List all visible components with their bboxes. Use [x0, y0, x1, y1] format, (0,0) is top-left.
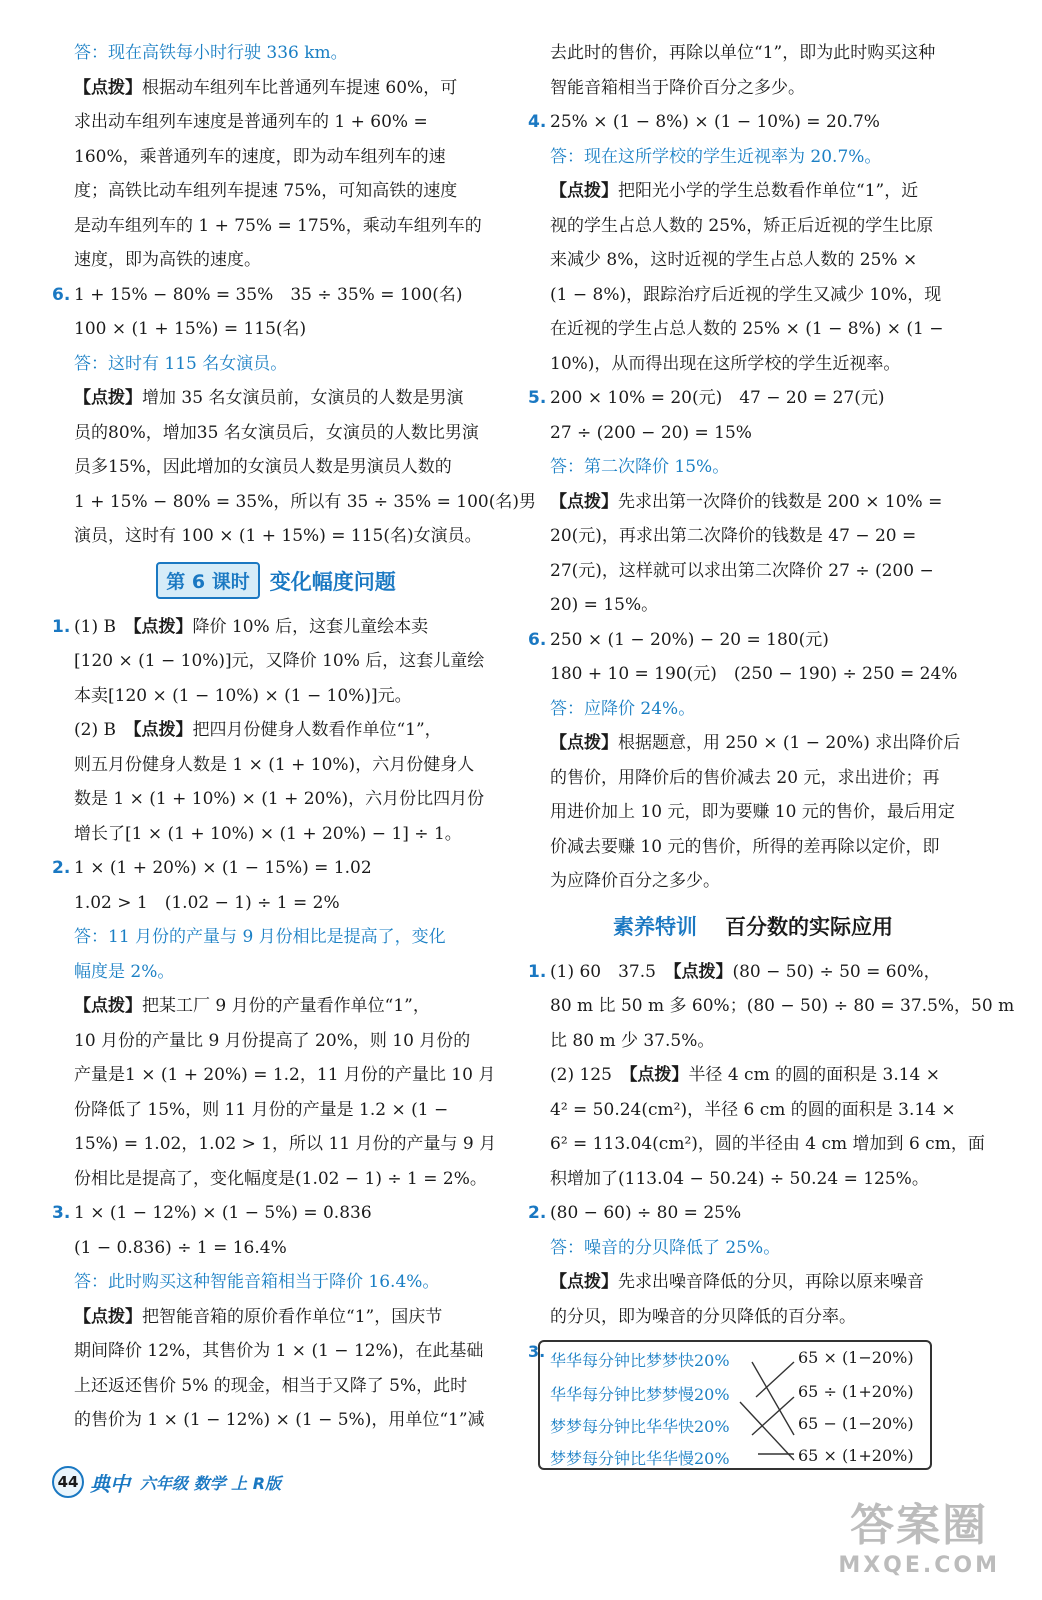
- tip-label: 【点拨】: [74, 388, 142, 408]
- text-content: 180 + 10 = 190(元) (250 − 190) ÷ 250 = 24%: [550, 664, 958, 684]
- tip-line: [528, 1265, 978, 1300]
- text-line: [52, 1162, 500, 1197]
- text-content: 数是 1 × (1 + 10%) × (1 + 20%)，六月份比四月份: [74, 789, 485, 809]
- text-content: 价减去要赚 10 元的售价，所得的差再除以定价，即: [550, 836, 940, 857]
- text-content: 20(元)，再求出第二次降价的钱数是 47 − 20 =: [550, 526, 917, 546]
- tip-label: 【点拨】: [74, 1306, 142, 1327]
- text-content: 1 + 15% − 80% = 35%，所以有 35 ÷ 35% = 100(名)男: [74, 491, 536, 512]
- text-content: 160%，乘普通列车的速度，即为动车组列车的速: [74, 146, 446, 167]
- text-line: [52, 748, 500, 783]
- text-line: [528, 761, 978, 796]
- tip-text: 增加 35 名女演员前，女演员的人数是男演: [142, 388, 464, 408]
- match-line-5: [740, 1402, 794, 1460]
- text-line: [52, 312, 500, 347]
- text-line: [528, 1024, 978, 1059]
- text-content: 员多15%，因此增加的女演员人数是男演员人数的: [74, 457, 452, 477]
- question-number: 2.: [528, 1203, 547, 1223]
- text-content: 份降低了 15%，则 11 月份的产量是 1.2 × (1 −: [74, 1099, 449, 1120]
- text-content: 来减少 8%，这时近视的学生占总人数的 25% ×: [550, 250, 918, 270]
- text-line: [52, 886, 500, 921]
- lesson-badge: 第 6 课时: [156, 562, 259, 599]
- text-content: 20) = 15%。: [550, 595, 659, 615]
- text-line: [528, 795, 978, 830]
- question-line: [52, 278, 500, 313]
- match-right-4: 65 × (1+20%): [798, 1446, 914, 1465]
- match-line-3: [752, 1397, 794, 1435]
- text-content: 27 ÷ (200 − 20) = 15%: [550, 422, 752, 443]
- text-content: 15%) = 1.02，1.02 > 1，所以 11 月份的产量与 9 月: [74, 1134, 497, 1154]
- question-number: 3.: [52, 1203, 71, 1223]
- match-left-4: 梦梦每分钟比华华慢20%: [550, 1449, 730, 1468]
- text-content: 27(元)，这样就可以求出第二次降价 27 ÷ (200 −: [550, 560, 934, 581]
- text-line: [52, 140, 500, 175]
- answer-text: 答：这时有 115 名女演员。: [74, 353, 288, 374]
- answer-line: [52, 1265, 500, 1300]
- question-number: 6.: [528, 629, 547, 650]
- question-line: [52, 1196, 500, 1231]
- book-title: 六年级 数学 上 R版: [140, 1473, 282, 1493]
- question-line: [52, 713, 500, 748]
- text-line: [52, 1127, 500, 1162]
- text-line: [528, 71, 978, 106]
- text-line: [528, 657, 978, 692]
- tip-label: 【点拨】: [550, 1272, 618, 1292]
- tip-text: 根据题意，用 250 × (1 − 20%) 求出降价后: [618, 733, 961, 753]
- text-content: 10%)，从而得出现在这所学校的学生近视率。: [550, 353, 901, 374]
- text-content: 智能音箱相当于降价百分之多少。: [550, 77, 805, 98]
- text-line: [528, 1300, 978, 1335]
- answer-line: [528, 450, 978, 485]
- tip-text: 半径 4 cm 的圆的面积是 3.14 ×: [688, 1065, 941, 1085]
- question-line: [528, 1196, 978, 1231]
- text-content: 比 80 m 少 37.5%。: [550, 1030, 715, 1051]
- tip-label: 【点拨】: [550, 733, 618, 753]
- question-line: [528, 105, 978, 140]
- text-line: [52, 209, 500, 244]
- text-line: [528, 243, 978, 278]
- text-line: [52, 1093, 500, 1128]
- tip-text: 先求出噪音降低的分贝，再除以原来噪音: [618, 1272, 924, 1292]
- text-content: 产量是1 × (1 + 20%) = 1.2，11 月份的产量比 10 月: [74, 1065, 496, 1085]
- question-number: 2.: [52, 858, 71, 878]
- left-column: [52, 36, 536, 1438]
- tip-label: 【点拨】: [132, 720, 193, 740]
- question-formula: 1 × (1 + 20%) × (1 − 15%) = 1.02: [74, 858, 372, 878]
- question-line: [528, 381, 978, 416]
- text-content: 则五月份健身人数是 1 × (1 + 10%)，六月份健身人: [74, 754, 475, 775]
- lesson-title: 变化幅度问题: [269, 569, 396, 594]
- text-line: [52, 644, 500, 679]
- text-content: 度；高铁比动车组列车提速 75%，可知高铁的速度: [74, 181, 458, 201]
- tip-line: [528, 174, 978, 209]
- text-line: [52, 416, 500, 451]
- text-content: [120 × (1 − 10%)]元，又降价 10% 后，这套儿童绘: [74, 651, 485, 671]
- text-line: [52, 519, 500, 554]
- text-line: [528, 278, 978, 313]
- text-content: 去此时的售价，再除以单位“1”，即为此时购买这种: [550, 43, 936, 63]
- text-content: 的售价，用降价后的售价减去 20 元，求出进价；再: [550, 767, 940, 788]
- question-3-matching: [528, 1340, 978, 1470]
- text-line: [528, 1127, 985, 1162]
- question-number: 5.: [528, 388, 547, 408]
- text-content: (1 − 0.836) ÷ 1 = 16.4%: [74, 1237, 287, 1258]
- text-line: [52, 1231, 500, 1266]
- answer-text: 答：噪音的分贝降低了 25%。: [550, 1237, 781, 1258]
- text-line: [528, 554, 978, 589]
- text-line: [528, 1093, 978, 1128]
- question-line: [528, 955, 978, 990]
- answer-line: [52, 920, 500, 955]
- text-line: [528, 36, 978, 71]
- tip-text: 把某工厂 9 月份的产量看作单位“1”，: [142, 996, 430, 1016]
- watermark-text: 答案圈: [850, 1500, 989, 1551]
- tip-line: [52, 71, 500, 106]
- text-line: [52, 243, 500, 278]
- match-line-1: [752, 1362, 794, 1435]
- tip-text: 把智能音箱的原价看作单位“1”，国庆节: [142, 1306, 443, 1327]
- text-content: 4² = 50.24(cm²)，半径 6 cm 的圆的面积是 3.14 ×: [550, 1099, 956, 1120]
- tip-text: (80 − 50) ÷ 50 = 60%，: [732, 961, 941, 982]
- text-content: 是动车组列车的 1 + 75% = 175%，乘动车组列车的: [74, 215, 482, 236]
- tip-text: 降价 10% 后，这套儿童绘本卖: [192, 616, 429, 637]
- right-column: [528, 36, 1015, 1470]
- question-answer: (1) 60 37.5: [550, 961, 673, 982]
- question-line: [528, 1058, 978, 1093]
- match-left-3: 梦梦每分钟比华华快20%: [550, 1417, 730, 1436]
- text-line: [528, 312, 978, 347]
- text-content: 的分贝，即为噪音的分贝降低的百分率。: [550, 1306, 856, 1327]
- answer-text: 答：现在这所学校的学生近视率为 20.7%。: [550, 146, 882, 167]
- text-line: [528, 588, 978, 623]
- question-number: 1.: [52, 616, 71, 637]
- text-content: 视的学生占总人数的 25%，矫正后近视的学生比原: [550, 215, 934, 236]
- text-content: 100 × (1 + 15%) = 115(名): [74, 319, 307, 339]
- training-header: [528, 903, 978, 949]
- lesson-header: [52, 558, 500, 604]
- text-line: [52, 782, 500, 817]
- answer-text: 答：第二次降价 15%。: [550, 457, 730, 477]
- question-line: [52, 851, 500, 886]
- text-content: 求出动车组列车速度是普通列车的 1 + 60% =: [74, 112, 428, 132]
- answer-line: [528, 1231, 978, 1266]
- tip-line: [528, 726, 978, 761]
- tip-line: [52, 1300, 500, 1335]
- tip-label: 【点拨】: [74, 77, 142, 98]
- tip-label: 【点拨】: [672, 961, 733, 982]
- question-line: [528, 623, 978, 658]
- match-right-1: 65 × (1−20%): [798, 1348, 914, 1367]
- text-content: 1.02 > 1 (1.02 − 1) ÷ 1 = 2%: [74, 892, 340, 913]
- text-line: [52, 105, 500, 140]
- text-content: 用进价加上 10 元，即为要赚 10 元的售价，最后用定: [550, 802, 955, 822]
- text-line: [52, 1058, 500, 1093]
- text-content: 演员，这时有 100 × (1 + 15%) = 115(名)女演员。: [74, 526, 482, 546]
- tip-label: 【点拨】: [628, 1065, 689, 1085]
- match-left-2: 华华每分钟比梦梦慢20%: [550, 1385, 730, 1404]
- text-content: 增长了[1 × (1 + 10%) × (1 + 20%) − 1] ÷ 1。: [74, 823, 462, 844]
- question-answer: (1) B: [74, 616, 133, 637]
- watermark-url: MXQE.COM: [838, 1553, 1000, 1578]
- answer-line: [528, 692, 978, 727]
- text-line: [528, 209, 978, 244]
- tip-text: 把阳光小学的学生总数看作单位“1”，近: [618, 181, 919, 201]
- text-content: 6² = 113.04(cm²)，圆的半径由 4 cm 增加到 6 cm，面: [550, 1134, 985, 1154]
- tip-label: 【点拨】: [132, 616, 193, 637]
- answer-line: [52, 955, 500, 990]
- text-line: [528, 1162, 978, 1197]
- question-number: 1.: [528, 961, 547, 982]
- match-left-1: 华华每分钟比梦梦快20%: [550, 1351, 730, 1370]
- question-answer: (2) B: [74, 720, 133, 740]
- tip-label: 【点拨】: [74, 996, 142, 1016]
- match-right-2: 65 ÷ (1+20%): [798, 1382, 914, 1401]
- text-line: [52, 174, 500, 209]
- text-content: 80 m 比 50 m 多 60%；(80 − 50) ÷ 80 = 37.5%，50 m: [550, 996, 1015, 1016]
- text-content: 本卖[120 × (1 − 10%) × (1 − 10%)]元。: [74, 685, 412, 706]
- answer-text: 幅度是 2%。: [74, 961, 175, 982]
- text-line: [52, 679, 500, 714]
- text-content: (1 − 8%)，跟踪治疗后近视的学生又减少 10%，现: [550, 284, 942, 305]
- tip-label: 【点拨】: [550, 181, 618, 201]
- text-line: [52, 485, 536, 520]
- question-number: 3.: [528, 1342, 546, 1361]
- page-footer: [52, 1466, 281, 1498]
- text-content: 10 月份的产量比 9 月份提高了 20%，则 10 月份的: [74, 1030, 471, 1051]
- text-line: [52, 1403, 500, 1438]
- text-content: 在近视的学生占总人数的 25% × (1 − 8%) × (1 −: [550, 319, 944, 339]
- question-formula: 25% × (1 − 8%) × (1 − 10%) = 20.7%: [550, 112, 880, 132]
- training-title: 百分数的实际应用: [725, 914, 893, 939]
- answer-line: [528, 140, 978, 175]
- page-number: 44: [52, 1466, 84, 1498]
- question-formula: 1 + 15% − 80% = 35% 35 ÷ 35% = 100(名): [74, 284, 463, 305]
- text-content: 为应降价百分之多少。: [550, 871, 720, 891]
- question-formula: 1 × (1 − 12%) × (1 − 5%) = 0.836: [74, 1203, 372, 1223]
- brand-logo: 典中: [90, 1471, 130, 1496]
- text-content: 员的80%，增加35 名女演员后，女演员的人数比男演: [74, 422, 479, 443]
- text-content: 积增加了(113.04 − 50.24) ÷ 50.24 = 125%。: [550, 1168, 929, 1189]
- answer-text: 答：现在高铁每小时行驶 336 km。: [74, 43, 348, 63]
- text-line: [52, 1334, 500, 1369]
- text-content: 速度，即为高铁的速度。: [74, 250, 261, 270]
- text-line: [528, 519, 978, 554]
- tip-label: 【点拨】: [550, 491, 618, 512]
- tip-text: 先求出第一次降价的钱数是 200 × 10% =: [618, 491, 943, 512]
- answer-line: [52, 347, 500, 382]
- tip-text: 把四月份健身人数看作单位“1”，: [192, 720, 442, 740]
- text-line: [52, 1024, 500, 1059]
- question-number: 4.: [528, 112, 547, 132]
- answer-text: 答：11 月份的产量与 9 月份相比是提高了，变化: [74, 927, 446, 947]
- training-tag: 素养特训: [613, 914, 697, 939]
- match-right-3: 65 − (1−20%): [798, 1414, 914, 1433]
- question-formula: (80 − 60) ÷ 80 = 25%: [550, 1203, 742, 1223]
- tip-line: [52, 381, 500, 416]
- answer-line: [52, 36, 500, 71]
- watermark: [838, 1489, 1000, 1578]
- text-line: [52, 1369, 500, 1404]
- question-line: [52, 610, 500, 645]
- question-formula: 200 × 10% = 20(元) 47 − 20 = 27(元): [550, 388, 885, 408]
- question-formula: 250 × (1 − 20%) − 20 = 180(元): [550, 629, 829, 650]
- text-line: [52, 817, 500, 852]
- text-line: [528, 416, 978, 451]
- text-line: [528, 989, 1015, 1024]
- text-content: 份相比是提高了，变化幅度是(1.02 − 1) ÷ 1 = 2%。: [74, 1168, 487, 1189]
- text-content: 上还返还售价 5% 的现金，相当于又降了 5%，此时: [74, 1375, 468, 1396]
- text-content: 的售价为 1 × (1 − 12%) × (1 − 5%)，用单位“1”减: [74, 1410, 485, 1430]
- tip-line: [52, 989, 500, 1024]
- text-content: 期间降价 12%，其售价为 1 × (1 − 12%)，在此基础: [74, 1341, 484, 1361]
- text-line: [528, 864, 978, 899]
- text-line: [528, 830, 978, 865]
- tip-line: [528, 485, 978, 520]
- question-answer: (2) 125: [550, 1065, 629, 1085]
- tip-text: 根据动车组列车比普通列车提速 60%，可: [142, 77, 458, 98]
- matching-box: [538, 1340, 932, 1470]
- question-number: 6.: [52, 284, 71, 305]
- answer-text: 答：此时购买这种智能音箱相当于降价 16.4%。: [74, 1272, 440, 1292]
- text-line: [528, 347, 978, 382]
- answer-text: 答：应降价 24%。: [550, 698, 696, 719]
- text-line: [52, 450, 500, 485]
